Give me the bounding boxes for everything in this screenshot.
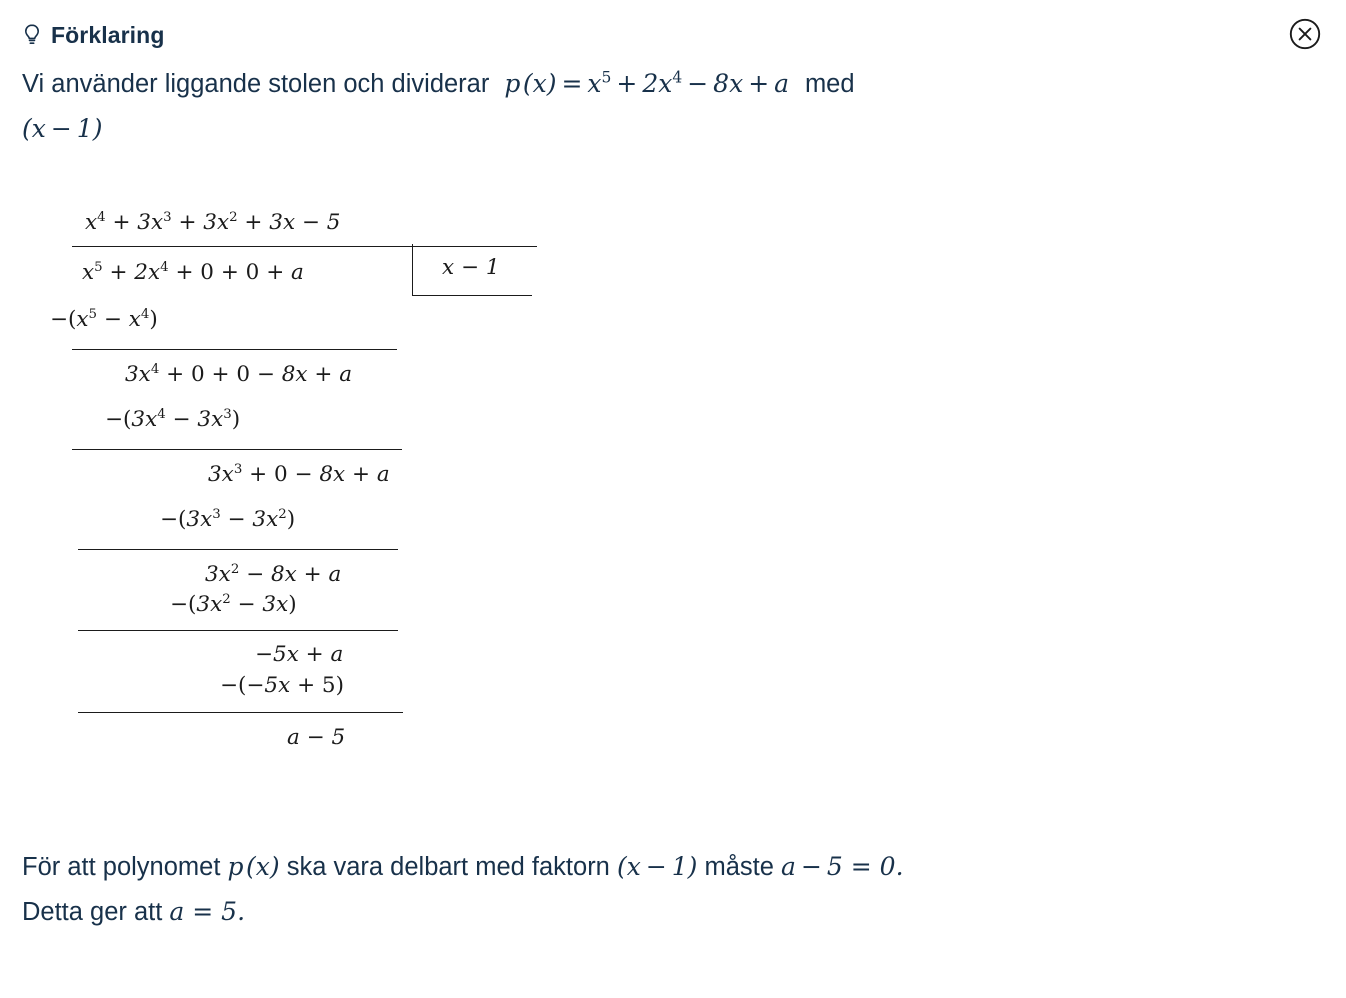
step-rule-3 [78, 549, 398, 551]
conclusion-paragraph [22, 845, 1322, 936]
division-final-remainder: a − 5 [287, 724, 346, 750]
conclusion-line-1: För att polynomet p (x) ska vara delbart med faktorn (x − 1) måste a − 5 = 0. [22, 852, 904, 881]
step-rule-2 [72, 449, 402, 451]
intro-text-after: med [804, 70, 855, 98]
close-icon[interactable] [1288, 17, 1322, 51]
division-subtract-4: $-(3x^2 - 3x)$ [170, 591, 297, 617]
intro-polynomial: p $(x) = x^5 + 2x^4 - 8x + a$ [496, 68, 805, 98]
long-division-figure [50, 210, 610, 770]
division-remainder-2: $3x^3 + 0 - 8x + a$ [208, 461, 390, 487]
division-dividend: $x^5 + 2x^4 + 0 + 0 + a$ [82, 259, 304, 285]
step-rule-4 [78, 630, 398, 632]
explanation-header [22, 18, 1320, 52]
division-quotient: $x^4 + 3x^3 + 3x^2 + 3x - 5$ [85, 209, 341, 235]
division-subtract-1: $-(x^5 - x^4)$ [50, 306, 158, 332]
step-rule-1 [72, 349, 397, 351]
lightbulb-icon [22, 23, 42, 47]
division-divisor: x − 1 [442, 254, 500, 280]
division-subtract-5: −(−5x + 5) [220, 672, 344, 698]
division-remainder-3: $3x^2 - 8x + a$ [205, 561, 342, 587]
step-rule-5 [78, 712, 403, 714]
conclusion-line-2: Detta ger att a = 5. [22, 897, 246, 927]
intro-paragraph [22, 62, 1312, 152]
division-remainder-1: $3x^4 + 0 + 0 - 8x + a$ [125, 361, 353, 387]
division-subtract-2: $-(3x^4 - 3x^3)$ [105, 406, 241, 432]
division-subtract-3: $-(3x^3 - 3x^2)$ [160, 506, 296, 532]
division-remainder-4: −5x + a [255, 641, 344, 667]
intro-text-before: Vi använder liggande stolen och dividerar [22, 70, 490, 98]
intro-divisor: (x − 1) [22, 114, 103, 144]
explanation-title: Förklaring [51, 21, 165, 48]
